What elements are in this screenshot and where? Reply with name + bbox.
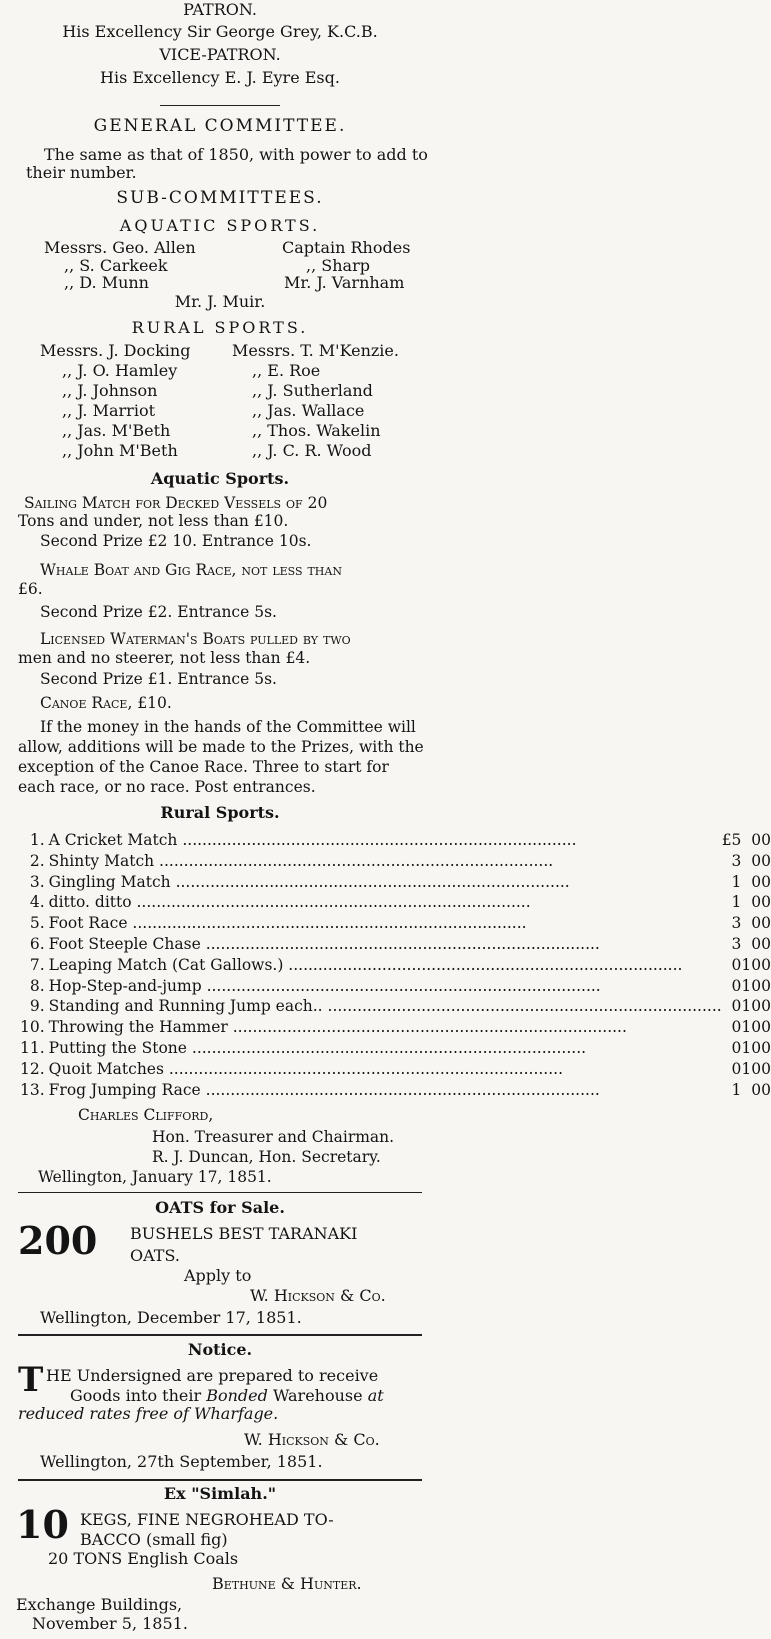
prize-row — [20, 892, 771, 913]
prize-pence: 0 — [761, 872, 771, 891]
simlah-heading: Ex "Simlah." — [163, 1484, 277, 1503]
prize-row — [20, 913, 771, 934]
aquatic-sports-line: Licensed Waterman's Boats pulled by two — [40, 630, 351, 648]
prize-pounds: 0 — [731, 976, 742, 995]
aquatic-committee-heading: AQUATIC SPORTS. — [119, 216, 321, 235]
prize-row — [20, 934, 771, 955]
notice-text: at — [367, 1386, 384, 1405]
prize-number: 6. — [29, 934, 45, 953]
rural-member-left: ,, J. Johnson — [62, 381, 158, 400]
signatory-title: Hon. Treasurer and Chairman. — [152, 1128, 395, 1146]
prize-pence: 0 — [761, 1059, 771, 1078]
rural-sports-heading: Rural Sports. — [160, 803, 280, 822]
prize-pounds: £5 — [721, 831, 742, 849]
aquatic-sports-line: men and no steerer, not less than £4. — [18, 649, 311, 667]
simlah-merchant: Bethune & Hunter. — [212, 1574, 362, 1593]
notice-line — [70, 1388, 384, 1404]
prize-number: 7. — [29, 955, 45, 974]
aquatic-sports-line: Second Prize £2. Entrance 5s. — [40, 603, 277, 621]
simlah-address: Exchange Buildings, — [16, 1595, 183, 1614]
oats-line: BUSHELS BEST TARANAKI — [130, 1224, 358, 1243]
aquatic-sports-line: Whale Boat and Gig Race, not less than — [40, 561, 342, 579]
rural-member-left: ,, J. Marriot — [62, 401, 155, 420]
prize-event: Frog Jumping Race ................................................................................ — [48, 1080, 600, 1099]
prize-pence: 0 — [761, 997, 771, 1016]
prize-pence: 0 — [761, 1018, 771, 1037]
notice-dateline: Wellington, 27th September, 1851. — [40, 1452, 323, 1471]
prize-pounds: 1 — [731, 872, 742, 891]
aquatic-sports-line: Tons and under, not less than £10. — [18, 512, 289, 530]
rural-member-left: ,, J. O. Hamley — [62, 361, 178, 380]
prize-pounds: 0 — [731, 1059, 742, 1078]
prize-pence: 0 — [761, 831, 771, 849]
prize-shillings: 10 — [741, 1018, 762, 1037]
prize-number: 3. — [29, 872, 45, 891]
rural-member-right: ,, J. Sutherland — [252, 381, 373, 400]
prize-pounds: 0 — [731, 955, 742, 974]
patron-name: His Excellency Sir George Grey, K.C.B. — [62, 22, 378, 41]
rural-member-right: ,, J. C. R. Wood — [252, 441, 372, 460]
notice-dropcap: T — [18, 1360, 44, 1400]
prize-event: Throwing the Hammer ................................................................................ — [48, 1018, 627, 1037]
prize-event: Putting the Stone ................................................................................ — [48, 1038, 587, 1057]
prize-number: 12. — [20, 1059, 45, 1078]
prize-event: A Cricket Match ................................................................................ — [48, 831, 577, 849]
prize-pence: 0 — [761, 976, 771, 995]
prize-event: Leaping Match (Cat Gallows.) ................................................................................ — [48, 955, 683, 974]
rural-member-right: ,, Jas. Wallace — [252, 401, 365, 420]
divider — [18, 1479, 422, 1481]
aquatic-member-left: ,, S. Carkeek — [64, 256, 168, 275]
prize-row — [20, 1059, 771, 1080]
rural-member-right: Messrs. T. M'Kenzie. — [232, 341, 399, 360]
prize-row — [20, 996, 771, 1017]
rural-committee-heading: RURAL SPORTS. — [131, 318, 309, 337]
prize-shillings: 10 — [741, 1038, 762, 1057]
rural-member-left: ,, John M'Beth — [62, 441, 178, 460]
prize-number: 4. — [29, 893, 45, 912]
prize-row — [20, 976, 771, 997]
prize-row — [20, 955, 771, 976]
oats-quantity: 200 — [18, 1218, 98, 1263]
prize-list — [20, 830, 771, 1100]
rural-member-left: ,, Jas. M'Beth — [62, 421, 171, 440]
notice-heading: Notice. — [187, 1340, 253, 1359]
prize-event: Standing and Running Jump each.. ................................................................................ — [48, 997, 722, 1016]
rural-member-right: ,, Thos. Wakelin — [252, 421, 381, 440]
simlah-line: 20 TONS English Coals — [48, 1549, 239, 1568]
divider — [160, 105, 280, 106]
general-committee-heading: GENERAL COMMITTEE. — [93, 116, 347, 136]
general-committee-line: their number. — [26, 163, 137, 182]
prize-event: Gingling Match ................................................................................ — [48, 872, 570, 891]
prize-pounds: 1 — [731, 1080, 742, 1099]
aquatic-sports-line: allow, additions will be made to the Prizes, with the — [18, 738, 424, 756]
oats-line: OATS. — [130, 1246, 180, 1265]
prize-event: ditto. ditto ................................................................................ — [48, 893, 531, 912]
prize-pounds: 3 — [731, 914, 742, 933]
prize-shillings: 0 — [751, 914, 762, 933]
notice-text: Bonded — [206, 1386, 268, 1405]
rural-member-right: ,, E. Roe — [252, 361, 321, 380]
prize-number: 8. — [29, 976, 45, 995]
aquatic-sports-line: £6. — [18, 580, 43, 598]
notice-line: HE Undersigned are prepared to receive — [46, 1366, 379, 1385]
aquatic-sports-line: Second Prize £1. Entrance 5s. — [40, 670, 277, 688]
prize-number: 10. — [20, 1018, 45, 1037]
prize-pounds: 3 — [731, 851, 742, 870]
prize-event: Foot Race ................................................................................ — [48, 914, 527, 933]
prize-number: 11. — [20, 1038, 45, 1057]
notice-merchant: W. Hickson & Co. — [244, 1430, 380, 1449]
prize-pounds: 1 — [731, 893, 742, 912]
prize-pounds: 0 — [731, 997, 742, 1016]
secretary-line: R. J. Duncan, Hon. Secretary. — [152, 1148, 381, 1166]
aquatic-sports-line: Second Prize £2 10. Entrance 10s. — [40, 532, 312, 550]
rural-member-left: Messrs. J. Docking — [40, 341, 191, 360]
aquatic-sports-line: each race, or no race. Post entrances. — [18, 778, 316, 796]
prize-event: Shinty Match ................................................................................ — [48, 851, 554, 870]
prize-pence: 0 — [761, 1038, 771, 1057]
prize-event: Quoit Matches ................................................................................ — [48, 1059, 564, 1078]
notice-line: reduced rates free of Wharfage. — [18, 1404, 279, 1423]
prize-shillings: 0 — [751, 872, 762, 891]
simlah-quantity: 10 — [16, 1502, 69, 1547]
signatory-name: Charles Clifford, — [78, 1106, 214, 1124]
prize-shillings: 0 — [751, 934, 762, 953]
oats-heading: OATS for Sale. — [155, 1198, 285, 1217]
divider — [18, 1192, 422, 1193]
prize-shillings: 0 — [751, 893, 762, 912]
prize-shillings: 0 — [751, 831, 762, 849]
patron-heading: PATRON. — [183, 0, 257, 19]
prize-row — [20, 851, 771, 872]
simlah-line: KEGS, FINE NEGROHEAD TO- — [80, 1510, 334, 1529]
prize-pounds: 3 — [731, 934, 742, 953]
oats-merchant: W. Hickson & Co. — [250, 1286, 386, 1305]
notice-text: Warehouse — [267, 1386, 368, 1405]
aquatic-member-right: Mr. J. Varnham — [284, 273, 405, 292]
sub-committees-heading: SUB-COMMITTEES. — [116, 188, 324, 208]
oats-dateline: Wellington, December 17, 1851. — [40, 1308, 302, 1327]
prize-shillings: 10 — [741, 997, 762, 1016]
prize-event: Foot Steeple Chase ................................................................................ — [48, 934, 600, 953]
prize-shillings: 0 — [751, 1080, 762, 1099]
prize-pounds: 0 — [731, 1038, 742, 1057]
prize-row — [20, 1017, 771, 1038]
prize-pence: 0 — [761, 851, 771, 870]
aquatic-member-left: Messrs. Geo. Allen — [44, 238, 196, 257]
aquatic-member-right: Captain Rhodes — [282, 238, 411, 257]
rural-dateline: Wellington, January 17, 1851. — [38, 1168, 272, 1186]
prize-pence: 0 — [761, 914, 771, 933]
prize-row — [20, 830, 771, 851]
prize-pence: 0 — [761, 955, 771, 974]
vice-patron-name: His Excellency E. J. Eyre Esq. — [100, 68, 340, 87]
general-committee-line: The same as that of 1850, with power to add to — [44, 145, 428, 164]
notice-text: Goods into their — [70, 1386, 207, 1405]
prize-event: Hop-Step-and-jump ................................................................................ — [48, 976, 601, 995]
divider — [18, 1334, 422, 1336]
prize-number: 1. — [29, 831, 45, 849]
simlah-line: BACCO (small fig) — [80, 1530, 228, 1549]
aquatic-sports-heading: Aquatic Sports. — [150, 469, 290, 488]
aquatic-sports-line: If the money in the hands of the Committee will — [40, 718, 416, 736]
prize-shillings: 10 — [741, 1059, 762, 1078]
prize-pence: 0 — [761, 1080, 771, 1099]
aquatic-sports-line: exception of the Canoe Race. Three to start for — [18, 758, 389, 776]
aquatic-sports-line: Canoe Race, £10. — [40, 694, 172, 712]
aquatic-member-last: Mr. J. Muir. — [174, 292, 266, 311]
prize-pence: 0 — [761, 934, 771, 953]
prize-row — [20, 872, 771, 893]
aquatic-sports-line: Sailing Match for Decked Vessels of 20 — [24, 494, 328, 512]
prize-number: 2. — [29, 851, 45, 870]
prize-pounds: 0 — [731, 1018, 742, 1037]
vice-patron-heading: VICE-PATRON. — [159, 45, 281, 64]
oats-apply: Apply to — [184, 1266, 252, 1285]
aquatic-member-left: ,, D. Munn — [64, 273, 149, 292]
prize-row — [20, 1080, 771, 1101]
prize-shillings: 0 — [751, 851, 762, 870]
prize-pence: 0 — [761, 893, 771, 912]
simlah-address: November 5, 1851. — [32, 1614, 188, 1633]
prize-number: 13. — [20, 1080, 45, 1099]
prize-number: 5. — [29, 914, 45, 933]
aquatic-member-right: ,, Sharp — [306, 256, 370, 275]
prize-number: 9. — [29, 997, 45, 1016]
prize-shillings: 10 — [741, 976, 762, 995]
prize-row — [20, 1038, 771, 1059]
prize-shillings: 10 — [741, 955, 762, 974]
